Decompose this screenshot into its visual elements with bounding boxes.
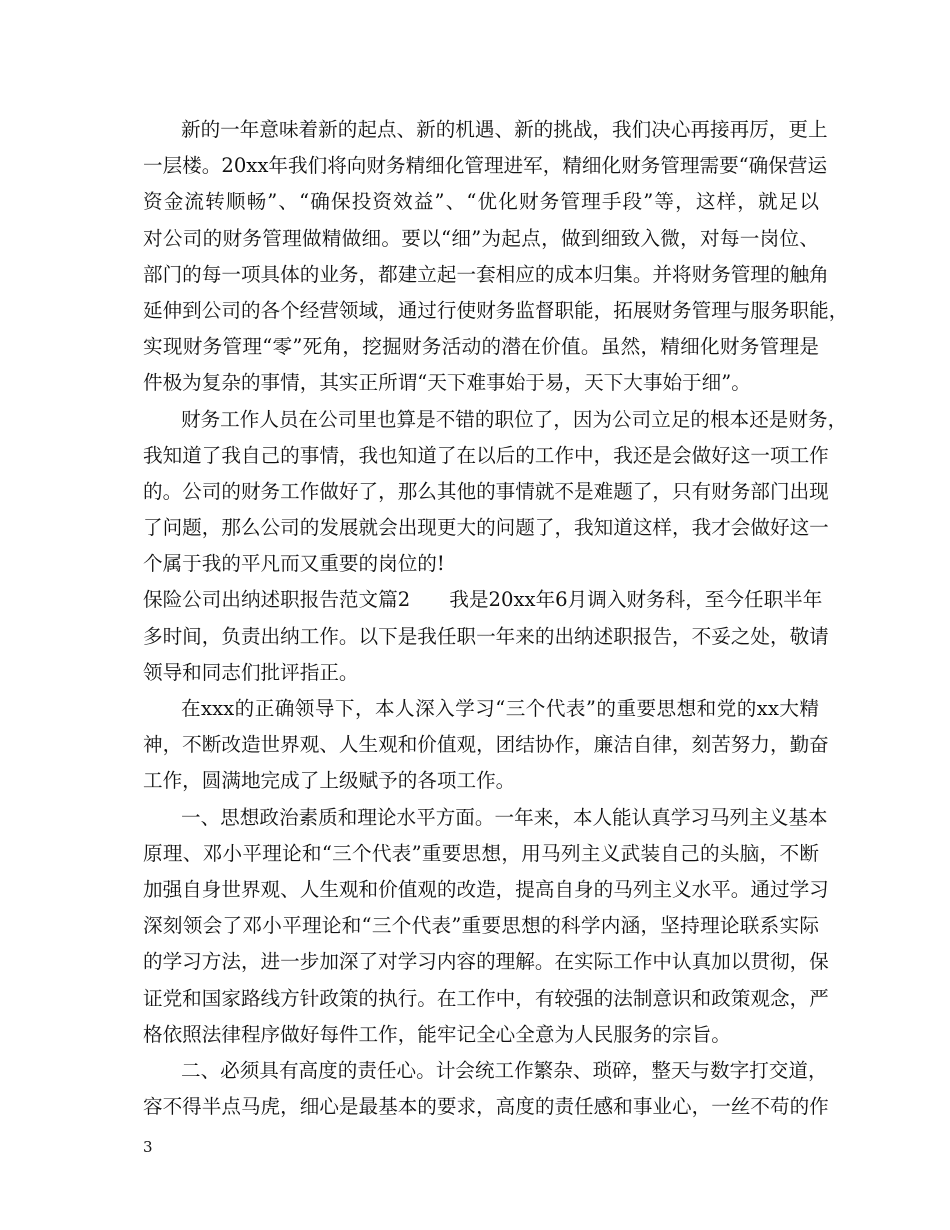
text-line: 二、必须具有高度的责任心。计会统工作繁杂、琐碎，整天与数字打交道， bbox=[181, 1058, 828, 1082]
document-body bbox=[143, 112, 849, 1125]
text-line: 格依照法律程序做好每件工作，能牢记全心全意为人民服务的宗旨。 bbox=[143, 1022, 731, 1046]
text-line: 财务工作人员在公司里也算是不错的职位了，因为公司立足的根本还是财务， bbox=[181, 407, 848, 431]
text-line: 资金流转顺畅”、“确保投资效益”、“优化财务管理手段”等，这样，就足以 bbox=[143, 190, 819, 214]
text-line: 一层楼。20xx年我们将向财务精细化管理进军，精细化财务管理需要“确保营运 bbox=[143, 154, 828, 178]
text-line: 多时间，负责出纳工作。以下是我任职一年来的出纳述职报告，不妥之处，敬请 bbox=[143, 624, 829, 648]
text-line: 的学习方法，进一步加深了对学习内容的理解。在实际工作中认真加以贯彻，保 bbox=[143, 950, 829, 974]
text-line: 我知道了我自己的事情，我也知道了在以后的工作中，我还是会做好这一项工作 bbox=[143, 443, 829, 467]
text-line: 个属于我的平凡而又重要的岗位的! bbox=[143, 552, 445, 576]
page-number: 3 bbox=[143, 1138, 153, 1156]
text-line: 神，不断改造世界观、人生观和价值观，团结协作，廉洁自律，刻苦努力，勤奋 bbox=[143, 733, 829, 757]
text-line: 深刻领会了邓小平理论和“三个代表”重要思想的科学内涵，坚持理论联系实际 bbox=[143, 914, 819, 938]
text-line: 保险公司出纳述职报告范文篇2 我是20xx年6月调入财务科，至今任职半年 bbox=[143, 588, 823, 612]
text-line: 领导和同志们批评指正。 bbox=[143, 660, 359, 684]
text-line: 工作，圆满地完成了上级赋予的各项工作。 bbox=[143, 769, 516, 793]
text-line: 实现财务管理“零”死角，挖掘财务活动的潜在价值。虽然，精细化财务管理是 bbox=[143, 335, 819, 359]
text-line: 加强自身世界观、人生观和价值观的改造，提高自身的马列主义水平。通过学习 bbox=[143, 877, 829, 901]
text-line: 新的一年意味着新的起点、新的机遇、新的挑战，我们决心再接再厉，更上 bbox=[181, 118, 828, 141]
text-line: 部门的每一项具体的业务，都建立起一套相应的成本归集。并将财务管理的触角 bbox=[143, 262, 829, 286]
text-line: 证党和国家路线方针政策的执行。在工作中，有较强的法制意识和政策观念，严 bbox=[143, 986, 829, 1010]
text-line: 原理、邓小平理论和“三个代表”重要思想，用马列主义武装自己的头脑，不断 bbox=[143, 841, 819, 865]
text-line: 的。公司的财务工作做好了，那么其他的事情就不是难题了，只有财务部门出现 bbox=[143, 479, 829, 503]
text-line: 一、思想政治素质和理论水平方面。一年来，本人能认真学习马列主义基本 bbox=[181, 805, 828, 829]
text-line: 对公司的财务管理做精做细。要以“细”为起点，做到细致入微，对每一岗位、 bbox=[143, 226, 819, 250]
text-line: 件极为复杂的事情，其实正所谓“天下难事始于易，天下大事始于细”。 bbox=[143, 371, 751, 395]
text-line: 容不得半点马虎，细心是最基本的要求，高度的责任感和事业心，一丝不苟的作 bbox=[143, 1095, 829, 1119]
text-line: 在xxx的正确领导下，本人深入学习“三个代表”的重要思想和党的xx大精 bbox=[181, 697, 819, 720]
text-line: 延伸到公司的各个经营领域，通过行使财务监督职能，拓展财务管理与服务职能， bbox=[143, 298, 849, 322]
text-line: 了问题，那么公司的发展就会出现更大的问题了，我知道这样，我才会做好这一 bbox=[143, 516, 829, 540]
